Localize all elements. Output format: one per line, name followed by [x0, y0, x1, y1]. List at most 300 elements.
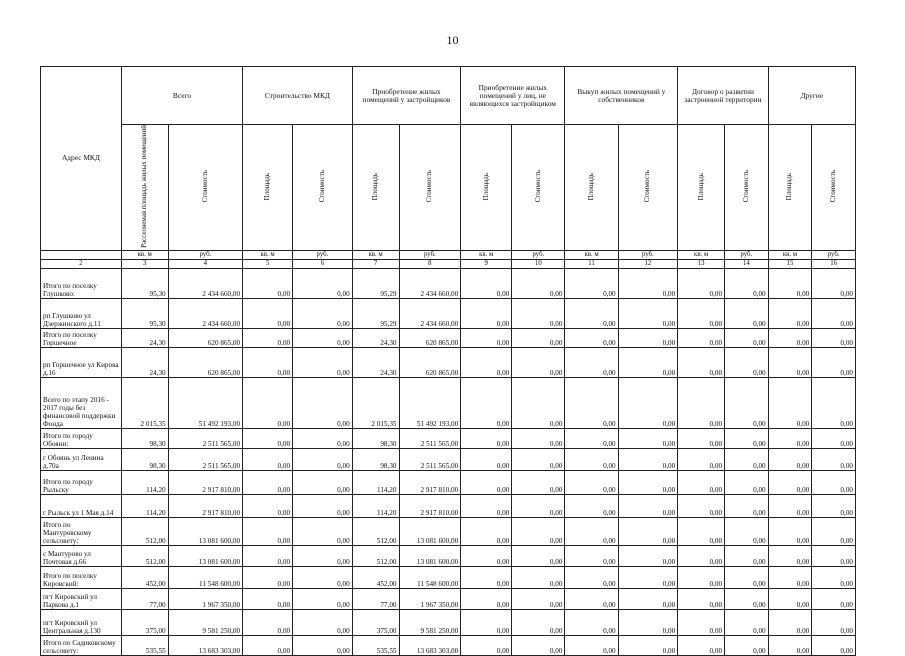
value-cell: 0,00 — [678, 566, 725, 588]
value-cell: 0,00 — [565, 635, 618, 655]
value-cell: 0,00 — [812, 428, 856, 448]
value-cell: 375,00 — [121, 609, 168, 635]
value-cell: 0,00 — [243, 428, 293, 448]
value-cell: 1 967 350,00 — [168, 588, 242, 609]
value-cell: 0,00 — [725, 470, 769, 494]
vertical-label: Стоимость — [643, 170, 652, 203]
value-cell: 0,00 — [618, 298, 678, 328]
address-cell: пгт Кировский ул Паркова д.1 — [41, 588, 122, 609]
value-cell: 0,00 — [812, 328, 856, 347]
cost-subheader — [812, 125, 856, 251]
value-cell: 0,00 — [512, 347, 565, 377]
value-cell: 0,00 — [725, 448, 769, 470]
address-cell: Итого по Мантуровскому сельсовету: — [41, 517, 122, 545]
value-cell: 535,55 — [352, 635, 399, 655]
value-cell: 0,00 — [293, 588, 353, 609]
value-cell: 0,00 — [243, 268, 293, 298]
value-cell: 0,00 — [725, 298, 769, 328]
value-cell: 0,00 — [768, 428, 812, 448]
value-cell: 2 434 660,00 — [399, 298, 461, 328]
value-cell: 0,00 — [293, 298, 353, 328]
area-subheader — [121, 125, 168, 251]
unit-cell: кв. м — [678, 250, 725, 259]
value-cell: 24,30 — [352, 328, 399, 347]
vertical-label: Стоимость — [829, 170, 838, 203]
value-cell: 0,00 — [678, 494, 725, 517]
value-cell: 0,00 — [461, 328, 512, 347]
value-cell: 0,00 — [565, 609, 618, 635]
cost-subheader — [168, 125, 242, 251]
cost-subheader — [618, 125, 678, 251]
value-cell: 0,00 — [618, 566, 678, 588]
value-cell: 0,00 — [618, 588, 678, 609]
value-cell: 0,00 — [618, 517, 678, 545]
value-cell: 620 865,00 — [399, 328, 461, 347]
value-cell: 0,00 — [512, 448, 565, 470]
unit-cell: кв. м — [565, 250, 618, 259]
vertical-label: Площадь — [696, 172, 705, 201]
value-cell: 114,20 — [121, 494, 168, 517]
address-cell: Итого по поселку Горшечное — [41, 328, 122, 347]
area-subheader — [768, 125, 812, 251]
value-cell: 0,00 — [243, 470, 293, 494]
value-cell: 0,00 — [512, 470, 565, 494]
table-row — [41, 635, 856, 655]
unit-cell: руб. — [812, 250, 856, 259]
group-header-construction: Строительство МКД — [243, 67, 353, 125]
value-cell: 0,00 — [565, 448, 618, 470]
value-cell: 0,00 — [812, 588, 856, 609]
value-cell: 0,00 — [565, 566, 618, 588]
value-cell: 0,00 — [565, 517, 618, 545]
unit-cell: руб. — [293, 250, 353, 259]
value-cell: 0,00 — [812, 298, 856, 328]
unit-cell: кв. м — [768, 250, 812, 259]
value-cell: 0,00 — [725, 347, 769, 377]
value-cell: 114,20 — [352, 470, 399, 494]
value-cell: 0,00 — [461, 347, 512, 377]
vertical-label: Расселяемая площадь жилых помещений — [140, 125, 149, 248]
value-cell: 0,00 — [512, 298, 565, 328]
vertical-label: Стоимость — [317, 170, 326, 203]
value-cell: 95,30 — [121, 268, 168, 298]
value-cell: 2 917 810,00 — [399, 494, 461, 517]
page-number: 10 — [446, 33, 459, 47]
value-cell: 2 917 810,00 — [168, 494, 242, 517]
value-cell: 0,00 — [461, 566, 512, 588]
value-cell: 0,00 — [768, 517, 812, 545]
vertical-label: Площадь — [263, 172, 272, 201]
value-cell: 0,00 — [618, 494, 678, 517]
table-row — [41, 545, 856, 566]
group-header-purchase-non-developers: Приобретение жилых помещений у лиц, не являющихся застройщиком — [461, 67, 565, 125]
area-subheader — [461, 125, 512, 251]
vertical-label: Площадь — [481, 172, 490, 201]
value-cell: 0,00 — [293, 428, 353, 448]
value-cell: 2 015,35 — [352, 377, 399, 428]
value-cell: 0,00 — [812, 517, 856, 545]
value-cell: 0,00 — [293, 328, 353, 347]
table-row — [41, 428, 856, 448]
value-cell: 452,00 — [352, 566, 399, 588]
column-number-cell: 4 — [168, 259, 242, 268]
value-cell: 0,00 — [565, 328, 618, 347]
value-cell: 13 683 303,00 — [399, 635, 461, 655]
value-cell: 0,00 — [293, 268, 353, 298]
value-cell: 51 492 193,00 — [168, 377, 242, 428]
resettlement-table — [40, 66, 856, 656]
value-cell: 0,00 — [678, 328, 725, 347]
value-cell: 9 581 250,00 — [399, 609, 461, 635]
value-cell: 0,00 — [725, 609, 769, 635]
value-cell: 0,00 — [461, 588, 512, 609]
value-cell: 0,00 — [512, 635, 565, 655]
value-cell: 0,00 — [461, 635, 512, 655]
value-cell: 0,00 — [812, 635, 856, 655]
column-number-cell: 16 — [812, 259, 856, 268]
value-cell: 0,00 — [725, 494, 769, 517]
table-body — [41, 268, 856, 655]
area-subheader — [243, 125, 293, 251]
value-cell: 98,30 — [352, 448, 399, 470]
value-cell: 0,00 — [461, 470, 512, 494]
value-cell: 0,00 — [512, 517, 565, 545]
value-cell: 0,00 — [512, 588, 565, 609]
value-cell: 375,00 — [352, 609, 399, 635]
value-cell: 24,30 — [121, 328, 168, 347]
value-cell: 0,00 — [678, 635, 725, 655]
value-cell: 0,00 — [565, 428, 618, 448]
value-cell: 512,00 — [121, 517, 168, 545]
column-number-cell: 6 — [293, 259, 353, 268]
value-cell: 0,00 — [678, 298, 725, 328]
value-cell: 0,00 — [678, 609, 725, 635]
vertical-label: Стоимость — [533, 170, 542, 203]
value-cell: 0,00 — [725, 545, 769, 566]
column-number-cell: 11 — [565, 259, 618, 268]
value-cell: 0,00 — [725, 588, 769, 609]
vertical-label: Площадь — [371, 172, 380, 201]
value-cell: 0,00 — [812, 268, 856, 298]
address-cell: пгт Кировский ул Центральная д.130 — [41, 609, 122, 635]
value-cell: 0,00 — [461, 545, 512, 566]
value-cell: 0,00 — [243, 328, 293, 347]
value-cell: 0,00 — [768, 609, 812, 635]
value-cell: 0,00 — [678, 517, 725, 545]
value-cell: 0,00 — [243, 494, 293, 517]
value-cell: 0,00 — [565, 347, 618, 377]
value-cell: 0,00 — [768, 298, 812, 328]
address-cell: Всего по этапу 2016 - 2017 годы без финансовой поддержки Фонда — [41, 377, 122, 428]
column-number-cell: 2 — [41, 259, 122, 268]
value-cell: 0,00 — [768, 268, 812, 298]
value-cell: 0,00 — [243, 347, 293, 377]
cost-subheader — [512, 125, 565, 251]
value-cell: 98,30 — [352, 428, 399, 448]
value-cell: 2 511 565,00 — [168, 428, 242, 448]
value-cell: 114,20 — [121, 470, 168, 494]
column-numbers-row — [41, 259, 856, 268]
unit-cell: руб. — [168, 250, 242, 259]
column-number-cell: 15 — [768, 259, 812, 268]
value-cell: 2 511 565,00 — [168, 448, 242, 470]
address-cell: Итого по поселку Кировский: — [41, 566, 122, 588]
cost-subheader — [725, 125, 769, 251]
value-cell: 0,00 — [678, 268, 725, 298]
value-cell: 77,00 — [121, 588, 168, 609]
value-cell: 0,00 — [243, 609, 293, 635]
value-cell: 0,00 — [725, 328, 769, 347]
value-cell: 0,00 — [293, 448, 353, 470]
value-cell: 0,00 — [565, 377, 618, 428]
value-cell: 2 434 660,00 — [399, 268, 461, 298]
value-cell: 0,00 — [678, 448, 725, 470]
value-cell: 0,00 — [243, 298, 293, 328]
unit-cell: кв. м — [461, 250, 512, 259]
value-cell: 2 434 660,00 — [168, 268, 242, 298]
value-cell: 95,29 — [352, 298, 399, 328]
group-header-purchase-developers: Приобретение жилых помещений у застройщиков — [352, 67, 461, 125]
address-cell: Итого по поселку Глушково: — [41, 268, 122, 298]
value-cell: 0,00 — [812, 566, 856, 588]
table-row — [41, 347, 856, 377]
address-cell: с Мантурово ул Почтовая д.66 — [41, 545, 122, 566]
value-cell: 0,00 — [243, 377, 293, 428]
unit-cell: руб. — [512, 250, 565, 259]
address-cell: г Обоянь ул Ленина д.70а — [41, 448, 122, 470]
value-cell: 0,00 — [512, 494, 565, 517]
column-number-cell: 14 — [725, 259, 769, 268]
value-cell: 0,00 — [618, 448, 678, 470]
value-cell: 620 865,00 — [168, 328, 242, 347]
value-cell: 2 917 810,00 — [399, 470, 461, 494]
value-cell: 0,00 — [768, 494, 812, 517]
value-cell: 51 492 193,00 — [399, 377, 461, 428]
value-cell: 0,00 — [618, 328, 678, 347]
value-cell: 0,00 — [461, 268, 512, 298]
value-cell: 13 081 600,00 — [168, 517, 242, 545]
area-subheader — [678, 125, 725, 251]
value-cell: 0,00 — [293, 566, 353, 588]
value-cell: 0,00 — [768, 635, 812, 655]
value-cell: 0,00 — [725, 428, 769, 448]
value-cell: 0,00 — [618, 377, 678, 428]
vertical-label: Стоимость — [425, 170, 434, 203]
value-cell: 11 548 600,00 — [399, 566, 461, 588]
value-cell: 98,30 — [121, 448, 168, 470]
value-cell: 0,00 — [512, 566, 565, 588]
value-cell: 0,00 — [461, 609, 512, 635]
value-cell: 24,30 — [352, 347, 399, 377]
value-cell: 2 511 565,00 — [399, 428, 461, 448]
table-row — [41, 494, 856, 517]
table-row — [41, 448, 856, 470]
value-cell: 0,00 — [618, 268, 678, 298]
value-cell: 0,00 — [512, 609, 565, 635]
table-row — [41, 517, 856, 545]
value-cell: 0,00 — [243, 448, 293, 470]
units-blank-cell — [41, 250, 122, 259]
value-cell: 0,00 — [293, 609, 353, 635]
group-header-total: Всего — [121, 67, 242, 125]
value-cell: 0,00 — [565, 494, 618, 517]
value-cell: 95,30 — [121, 298, 168, 328]
value-cell: 0,00 — [293, 377, 353, 428]
table-row — [41, 268, 856, 298]
value-cell: 0,00 — [512, 428, 565, 448]
vertical-label: Площадь — [587, 172, 596, 201]
address-cell: Итого по Садиковскому сельсовету: — [41, 635, 122, 655]
address-cell: Итого по городу Обояни: — [41, 428, 122, 448]
value-cell: 0,00 — [618, 347, 678, 377]
value-cell: 0,00 — [461, 298, 512, 328]
cost-subheader — [399, 125, 461, 251]
column-number-cell: 3 — [121, 259, 168, 268]
group-header-development-agreement: Договор о развитии застроенной территории — [678, 67, 768, 125]
value-cell: 535,55 — [121, 635, 168, 655]
value-cell: 0,00 — [565, 470, 618, 494]
value-cell: 2 917 810,00 — [168, 470, 242, 494]
value-cell: 13 683 303,00 — [168, 635, 242, 655]
value-cell: 13 081 600,00 — [399, 517, 461, 545]
value-cell: 0,00 — [812, 347, 856, 377]
column-number-cell: 13 — [678, 259, 725, 268]
value-cell: 13 081 600,00 — [168, 545, 242, 566]
column-number-cell: 8 — [399, 259, 461, 268]
value-cell: 0,00 — [678, 545, 725, 566]
unit-cell: руб. — [618, 250, 678, 259]
vertical-label: Стоимость — [741, 170, 750, 203]
value-cell: 0,00 — [565, 298, 618, 328]
unit-cell: руб. — [725, 250, 769, 259]
value-cell: 0,00 — [512, 268, 565, 298]
value-cell: 0,00 — [618, 545, 678, 566]
value-cell: 0,00 — [512, 328, 565, 347]
value-cell: 0,00 — [243, 566, 293, 588]
value-cell: 512,00 — [352, 517, 399, 545]
value-cell: 11 548 600,00 — [168, 566, 242, 588]
subheader-row — [41, 125, 856, 251]
address-header: Адрес МКД — [41, 67, 122, 251]
value-cell: 0,00 — [812, 494, 856, 517]
value-cell: 0,00 — [461, 448, 512, 470]
value-cell: 95,29 — [352, 268, 399, 298]
value-cell: 0,00 — [768, 377, 812, 428]
table-row — [41, 470, 856, 494]
unit-cell: кв. м — [352, 250, 399, 259]
value-cell: 98,30 — [121, 428, 168, 448]
value-cell: 2 015,35 — [121, 377, 168, 428]
value-cell: 0,00 — [812, 470, 856, 494]
value-cell: 0,00 — [565, 545, 618, 566]
value-cell: 0,00 — [725, 268, 769, 298]
value-cell: 0,00 — [618, 428, 678, 448]
value-cell: 0,00 — [512, 377, 565, 428]
value-cell: 0,00 — [678, 428, 725, 448]
value-cell: 0,00 — [243, 588, 293, 609]
address-cell: Итого по городу Рыльску — [41, 470, 122, 494]
value-cell: 0,00 — [618, 635, 678, 655]
value-cell: 0,00 — [768, 328, 812, 347]
table-row — [41, 377, 856, 428]
value-cell: 0,00 — [461, 517, 512, 545]
value-cell: 0,00 — [565, 588, 618, 609]
value-cell: 0,00 — [678, 470, 725, 494]
value-cell: 452,00 — [121, 566, 168, 588]
address-cell: рп Горшечное ул Кирова д.16 — [41, 347, 122, 377]
area-subheader — [565, 125, 618, 251]
value-cell: 0,00 — [768, 470, 812, 494]
value-cell: 0,00 — [243, 635, 293, 655]
column-number-cell: 10 — [512, 259, 565, 268]
vertical-label: Площадь — [785, 172, 794, 201]
value-cell: 0,00 — [725, 517, 769, 545]
column-number-cell: 5 — [243, 259, 293, 268]
value-cell: 0,00 — [768, 588, 812, 609]
value-cell: 0,00 — [812, 545, 856, 566]
value-cell: 2 511 565,00 — [399, 448, 461, 470]
table-row — [41, 566, 856, 588]
value-cell: 0,00 — [461, 494, 512, 517]
value-cell: 0,00 — [293, 470, 353, 494]
value-cell: 0,00 — [678, 588, 725, 609]
group-header-other: Другие — [768, 67, 855, 125]
value-cell: 512,00 — [352, 545, 399, 566]
value-cell: 0,00 — [293, 517, 353, 545]
value-cell: 0,00 — [293, 545, 353, 566]
group-header-buyout: Выкуп жилых помещений у собственников — [565, 67, 678, 125]
value-cell: 0,00 — [243, 517, 293, 545]
value-cell: 0,00 — [618, 470, 678, 494]
table-row — [41, 588, 856, 609]
value-cell: 114,20 — [352, 494, 399, 517]
column-number-cell: 7 — [352, 259, 399, 268]
units-row — [41, 250, 856, 259]
address-cell: рп Глушково ул Дзержинского д.11 — [41, 298, 122, 328]
value-cell: 0,00 — [725, 377, 769, 428]
value-cell: 0,00 — [461, 377, 512, 428]
value-cell: 0,00 — [768, 448, 812, 470]
address-cell: г Рыльск ул 1 Мая д.14 — [41, 494, 122, 517]
value-cell: 0,00 — [512, 545, 565, 566]
value-cell: 0,00 — [461, 428, 512, 448]
value-cell: 24,30 — [121, 347, 168, 377]
value-cell: 0,00 — [812, 377, 856, 428]
value-cell: 0,00 — [768, 545, 812, 566]
value-cell: 0,00 — [812, 448, 856, 470]
value-cell: 1 967 350,00 — [399, 588, 461, 609]
value-cell: 620 865,00 — [399, 347, 461, 377]
value-cell: 620 865,00 — [168, 347, 242, 377]
value-cell: 0,00 — [565, 268, 618, 298]
value-cell: 0,00 — [768, 347, 812, 377]
value-cell: 0,00 — [678, 377, 725, 428]
cost-subheader — [293, 125, 353, 251]
value-cell: 0,00 — [293, 494, 353, 517]
value-cell: 0,00 — [293, 347, 353, 377]
value-cell: 2 434 660,00 — [168, 298, 242, 328]
unit-cell: кв. м — [121, 250, 168, 259]
area-subheader — [352, 125, 399, 251]
value-cell: 9 581 250,00 — [168, 609, 242, 635]
value-cell: 0,00 — [243, 545, 293, 566]
unit-cell: руб. — [399, 250, 461, 259]
value-cell: 0,00 — [725, 566, 769, 588]
value-cell: 0,00 — [725, 635, 769, 655]
value-cell: 0,00 — [812, 609, 856, 635]
unit-cell: кв. м — [243, 250, 293, 259]
table-row — [41, 298, 856, 328]
